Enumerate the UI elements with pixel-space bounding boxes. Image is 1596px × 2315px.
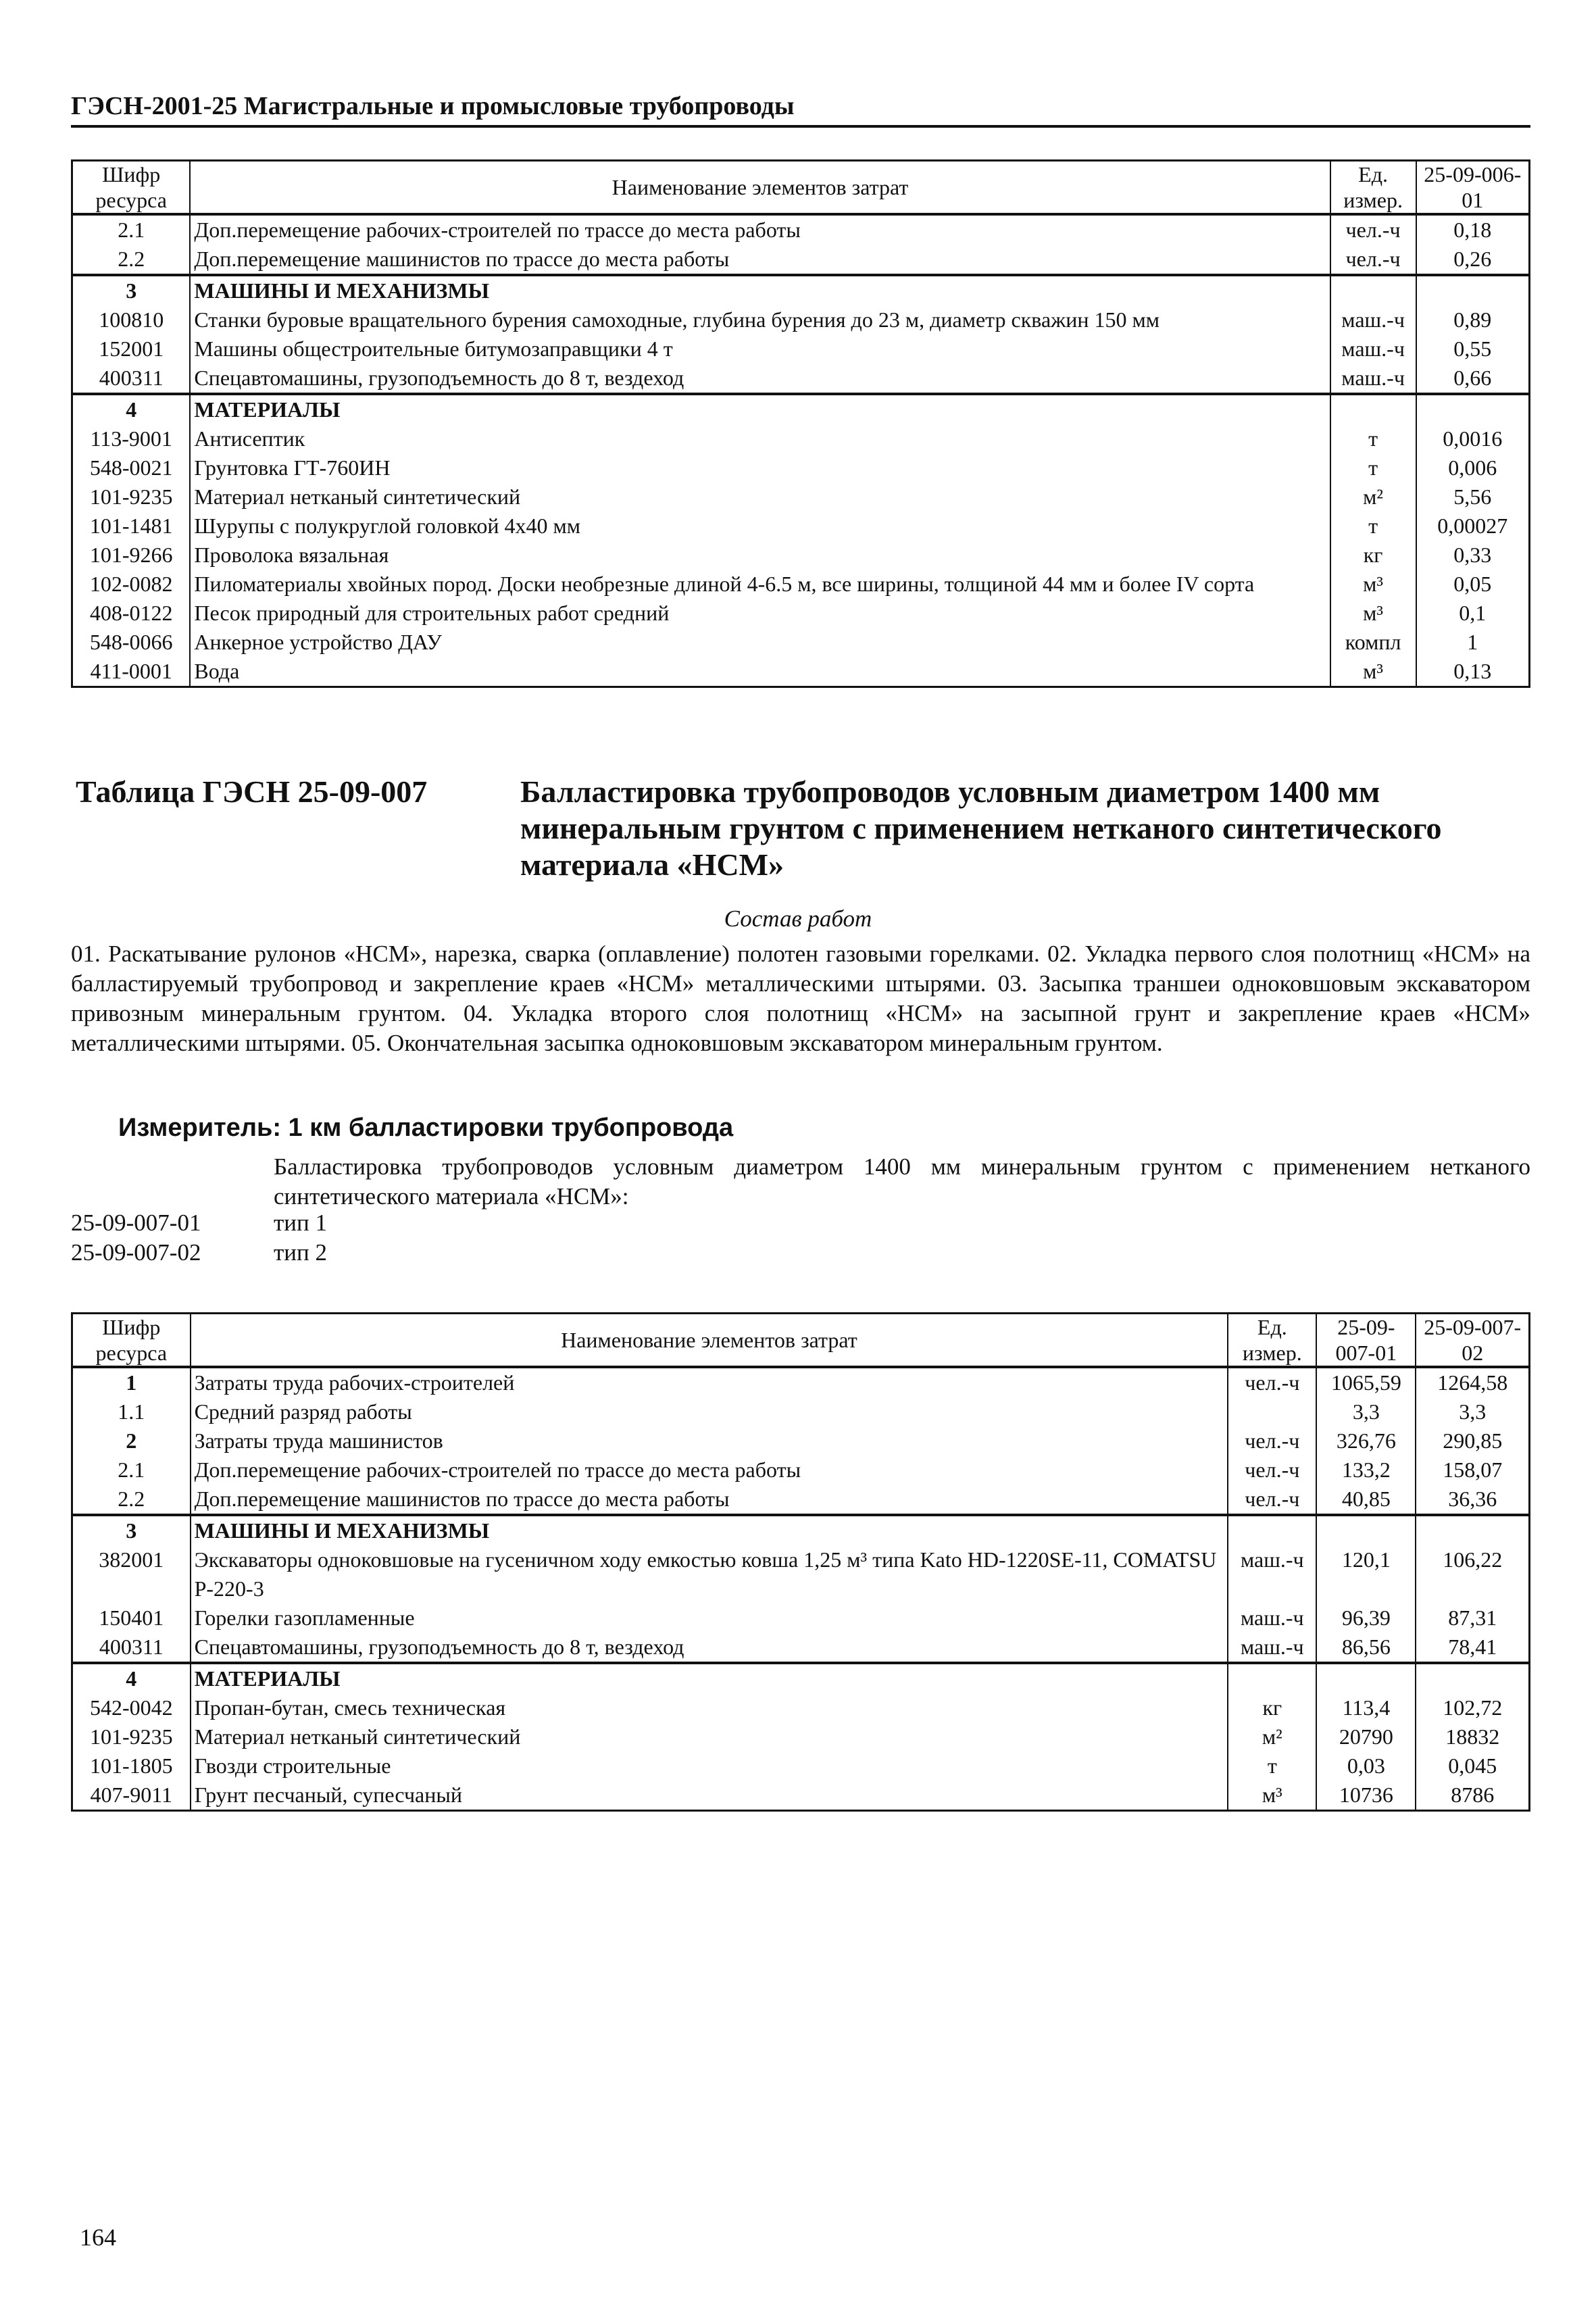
resource-name: Станки буровые вращательного бурения самоходные, глубина бурения до 23 м, диаметр скважин 150 мм: [190, 305, 1330, 334]
table-row: [72, 657, 1530, 687]
norm-value: 86,56: [1316, 1633, 1416, 1663]
norm-value: 18832: [1416, 1722, 1529, 1751]
norm-value: 0,66: [1416, 364, 1530, 394]
norm-value: 5,56: [1416, 482, 1530, 512]
resource-code: 548-0021: [72, 453, 191, 482]
unit: кг: [1228, 1693, 1316, 1722]
norm-code: 25-09-007-01: [71, 1210, 201, 1236]
resource-name: Доп.перемещение машинистов по трассе до места работы: [191, 1485, 1228, 1515]
work-composition-text: 01. Раскатывание рулонов «НСМ», нарезка, сварка (оплавление) полотен газовыми горелками. 02. Укладка первого слоя полотнищ «НСМ» на балластируемый трубопровод и закрепление краев «НСМ» металлическими штырями. 03. Засыпка траншеи одноковшовым экскаватором привозным минеральным грунтом. 04. Укладка второго слоя полотнищ «НСМ» на засыпной грунт и закрепление краев «НСМ» металлическими штырями. 05. Окончательная засыпка одноковшовым экскаватором минеральным грунтом.: [71, 941, 1530, 1056]
table-row: [72, 1633, 1530, 1663]
norm-value: 158,07: [1416, 1455, 1529, 1485]
resource-name: МАТЕРИАЛЫ: [190, 394, 1330, 424]
resource-name: Доп.перемещение рабочих-строителей по трассе до места работы: [190, 214, 1330, 245]
norm-type: тип 2: [274, 1239, 328, 1266]
norm-code: 25-09-007-02: [71, 1239, 201, 1266]
norm-value: 0,89: [1416, 305, 1530, 334]
running-header: ГЭСН-2001-25 Магистральные и промысловые трубопроводы: [71, 91, 1530, 128]
norm-value: 20790: [1316, 1722, 1416, 1751]
resource-name: Антисептик: [190, 424, 1330, 453]
resource-code: 1.1: [72, 1397, 191, 1426]
resource-code: 101-1805: [72, 1751, 191, 1781]
norm-value: 78,41: [1416, 1633, 1529, 1663]
table-row: [72, 1751, 1530, 1781]
unit: маш.-ч: [1330, 305, 1416, 334]
norm-value: 10736: [1316, 1781, 1416, 1811]
norm-value: [1416, 1663, 1529, 1693]
unit: м³: [1330, 570, 1416, 599]
resource-code: 2.1: [72, 214, 191, 245]
norm-value: 0,045: [1416, 1751, 1529, 1781]
table-row: [72, 453, 1530, 482]
table-row: [72, 1426, 1530, 1455]
norm-value: 0,26: [1416, 245, 1530, 275]
header-unit: Ед. измер.: [1330, 161, 1416, 215]
resource-code: 2.2: [72, 245, 191, 275]
unit: маш.-ч: [1330, 334, 1416, 364]
unit: чел.-ч: [1228, 1367, 1316, 1397]
norm-value: 87,31: [1416, 1603, 1529, 1633]
table-row: [72, 214, 1530, 245]
unit: кг: [1330, 541, 1416, 570]
norm-value: [1316, 1515, 1416, 1545]
norm-value: 0,00027: [1416, 512, 1530, 541]
table-row: [72, 275, 1530, 305]
unit: [1330, 394, 1416, 424]
resource-code: 407-9011: [72, 1781, 191, 1811]
table-row: [72, 628, 1530, 657]
norm-code-row: [71, 1239, 327, 1266]
norm-value: 0,03: [1316, 1751, 1416, 1781]
resource-name: Затраты труда рабочих-строителей: [191, 1367, 1228, 1397]
unit: т: [1330, 512, 1416, 541]
unit: чел.-ч: [1228, 1426, 1316, 1455]
resource-code: 1: [72, 1367, 191, 1397]
resource-code: 408-0122: [72, 599, 191, 628]
norm-value: 326,76: [1316, 1426, 1416, 1455]
resource-name: Экскаваторы одноковшовые на гусеничном ходу емкостью ковша 1,25 м³ типа Kato HD-1220SE-11, COMATSU P-220-3: [191, 1545, 1228, 1603]
unit: маш.-ч: [1228, 1545, 1316, 1603]
header-name: Наименование элементов затрат: [190, 161, 1330, 215]
unit: [1330, 275, 1416, 305]
unit: компл: [1330, 628, 1416, 657]
header-value-1: 25-09-007-01: [1316, 1314, 1416, 1368]
resource-table-006: [71, 159, 1530, 688]
table-body: [72, 1367, 1530, 1811]
norm-value: 36,36: [1416, 1485, 1529, 1515]
norm-value: 133,2: [1316, 1455, 1416, 1485]
unit: м³: [1330, 657, 1416, 687]
resource-name: Грунт песчаный, супесчаный: [191, 1781, 1228, 1811]
table-row: [72, 394, 1530, 424]
resource-name: МАТЕРИАЛЫ: [191, 1663, 1228, 1693]
unit: чел.-ч: [1228, 1455, 1316, 1485]
norm-code-row: [71, 1210, 327, 1237]
norm-value: 96,39: [1316, 1603, 1416, 1633]
unit: [1228, 1397, 1316, 1426]
norm-value: 102,72: [1416, 1693, 1529, 1722]
table-title: Балластировка трубопроводов условным диаметром 1400 мм минеральным грунтом с применением нетканого синтетического материала «НСМ»: [520, 774, 1442, 882]
norm-value: 3,3: [1316, 1397, 1416, 1426]
resource-name: Доп.перемещение рабочих-строителей по трассе до места работы: [191, 1455, 1228, 1485]
resource-code: 548-0066: [72, 628, 191, 657]
norm-value: 290,85: [1416, 1426, 1529, 1455]
table-row: [72, 245, 1530, 275]
unit: чел.-ч: [1330, 214, 1416, 245]
resource-name: Вода: [190, 657, 1330, 687]
table-row: [72, 1693, 1530, 1722]
resource-name: Затраты труда машинистов: [191, 1426, 1228, 1455]
table-row: [72, 482, 1530, 512]
resource-name: Доп.перемещение машинистов по трассе до места работы: [190, 245, 1330, 275]
resource-code: 4: [72, 1663, 191, 1693]
unit: м²: [1330, 482, 1416, 512]
unit: м³: [1330, 599, 1416, 628]
resource-code: 3: [72, 1515, 191, 1545]
resource-code: 150401: [72, 1603, 191, 1633]
resource-code: 400311: [72, 364, 191, 394]
resource-name: Горелки газопламенные: [191, 1603, 1228, 1633]
norm-description: Балластировка трубопроводов условным диаметром 1400 мм минеральным грунтом с применением нетканого синтетического материала «НСМ»:: [274, 1153, 1530, 1210]
table-row: [72, 1397, 1530, 1426]
resource-code: 400311: [72, 1633, 191, 1663]
table-row: [72, 364, 1530, 394]
resource-table-007: [71, 1312, 1530, 1812]
table-row: [72, 599, 1530, 628]
resource-code: 542-0042: [72, 1693, 191, 1722]
table-row: [72, 1603, 1530, 1633]
resource-name: Машины общестроительные битумозаправщики 4 т: [190, 334, 1330, 364]
table-row: [72, 1781, 1530, 1811]
unit: чел.-ч: [1330, 245, 1416, 275]
norm-value: 0,006: [1416, 453, 1530, 482]
header-value: 25-09-006-01: [1416, 161, 1530, 215]
resource-name: МАШИНЫ И МЕХАНИЗМЫ: [191, 1515, 1228, 1545]
table-row: [72, 570, 1530, 599]
norm-value: 0,55: [1416, 334, 1530, 364]
norm-value: 120,1: [1316, 1545, 1416, 1603]
norm-value: [1416, 1515, 1529, 1545]
header-name: Наименование элементов затрат: [191, 1314, 1228, 1368]
table-row: [72, 305, 1530, 334]
resource-code: 100810: [72, 305, 191, 334]
resource-name: Материал нетканый синтетический: [191, 1722, 1228, 1751]
norm-value: [1416, 394, 1530, 424]
resource-code: 411-0001: [72, 657, 191, 687]
unit: маш.-ч: [1330, 364, 1416, 394]
unit: т: [1330, 453, 1416, 482]
norm-value: 8786: [1416, 1781, 1529, 1811]
resource-code: 2: [72, 1426, 191, 1455]
resource-code: 101-9235: [72, 1722, 191, 1751]
measure-unit: Измеритель: 1 км балластировки трубопровода: [118, 1114, 734, 1142]
norm-value: 0,1: [1416, 599, 1530, 628]
resource-name: Грунтовка ГТ-760ИН: [190, 453, 1330, 482]
norm-value: 0,13: [1416, 657, 1530, 687]
header-code: Шифр ресурса: [72, 161, 191, 215]
resource-code: 113-9001: [72, 424, 191, 453]
resource-name: Средний разряд работы: [191, 1397, 1228, 1426]
page-number: 164: [80, 2224, 116, 2251]
table-row: [72, 512, 1530, 541]
header-code: Шифр ресурса: [72, 1314, 191, 1368]
resource-code: 382001: [72, 1545, 191, 1603]
norm-value: [1316, 1663, 1416, 1693]
norm-value: 1264,58: [1416, 1367, 1529, 1397]
table-row: [72, 541, 1530, 570]
unit: чел.-ч: [1228, 1485, 1316, 1515]
work-composition-label: Состав работ: [724, 905, 872, 932]
table-row: [72, 1455, 1530, 1485]
resource-name: Пропан-бутан, смесь техническая: [191, 1693, 1228, 1722]
unit: т: [1228, 1751, 1316, 1781]
table-row: [72, 424, 1530, 453]
resource-code: 101-9235: [72, 482, 191, 512]
resource-name: Песок природный для строительных работ средний: [190, 599, 1330, 628]
resource-name: Спецавтомашины, грузоподъемность до 8 т, вездеход: [190, 364, 1330, 394]
norm-value: 1: [1416, 628, 1530, 657]
table-number: Таблица ГЭСН 25-09-007: [76, 774, 428, 809]
unit: маш.-ч: [1228, 1633, 1316, 1663]
resource-name: Проволока вязальная: [190, 541, 1330, 570]
table-body: [72, 214, 1530, 687]
resource-code: 2.1: [72, 1455, 191, 1485]
norm-value: 1065,59: [1316, 1367, 1416, 1397]
norm-value: [1416, 275, 1530, 305]
unit: т: [1330, 424, 1416, 453]
resource-code: 102-0082: [72, 570, 191, 599]
unit: м²: [1228, 1722, 1316, 1751]
table-row: [72, 1367, 1530, 1397]
resource-name: Гвозди строительные: [191, 1751, 1228, 1781]
unit: [1228, 1515, 1316, 1545]
table-row: [72, 1663, 1530, 1693]
resource-name: Шурупы с полукруглой головкой 4х40 мм: [190, 512, 1330, 541]
table-row: [72, 1515, 1530, 1545]
norm-value: 3,3: [1416, 1397, 1529, 1426]
unit: м³: [1228, 1781, 1316, 1811]
resource-code: 4: [72, 394, 191, 424]
resource-code: 101-1481: [72, 512, 191, 541]
norm-value: 0,05: [1416, 570, 1530, 599]
header-value-2: 25-09-007-02: [1416, 1314, 1529, 1368]
resource-name: МАШИНЫ И МЕХАНИЗМЫ: [190, 275, 1330, 305]
resource-name: Пиломатериалы хвойных пород. Доски необрезные длиной 4-6.5 м, все ширины, толщиной 44 мм и более IV сорта: [190, 570, 1330, 599]
table-row: [72, 1722, 1530, 1751]
resource-code: 152001: [72, 334, 191, 364]
norm-value: 0,33: [1416, 541, 1530, 570]
norm-value: 106,22: [1416, 1545, 1529, 1603]
norm-type: тип 1: [274, 1210, 328, 1236]
resource-name: Анкерное устройство ДАУ: [190, 628, 1330, 657]
norm-value: 113,4: [1316, 1693, 1416, 1722]
norm-value: 0,18: [1416, 214, 1530, 245]
norm-value: 0,0016: [1416, 424, 1530, 453]
resource-code: 3: [72, 275, 191, 305]
table-row: [72, 1545, 1530, 1603]
unit: маш.-ч: [1228, 1603, 1316, 1633]
resource-code: 2.2: [72, 1485, 191, 1515]
resource-name: Спецавтомашины, грузоподъемность до 8 т, вездеход: [191, 1633, 1228, 1663]
resource-code: 101-9266: [72, 541, 191, 570]
unit: [1228, 1663, 1316, 1693]
table-row: [72, 1485, 1530, 1515]
table-row: [72, 334, 1530, 364]
header-unit: Ед. измер.: [1228, 1314, 1316, 1368]
resource-name: Материал нетканый синтетический: [190, 482, 1330, 512]
norm-value: 40,85: [1316, 1485, 1416, 1515]
